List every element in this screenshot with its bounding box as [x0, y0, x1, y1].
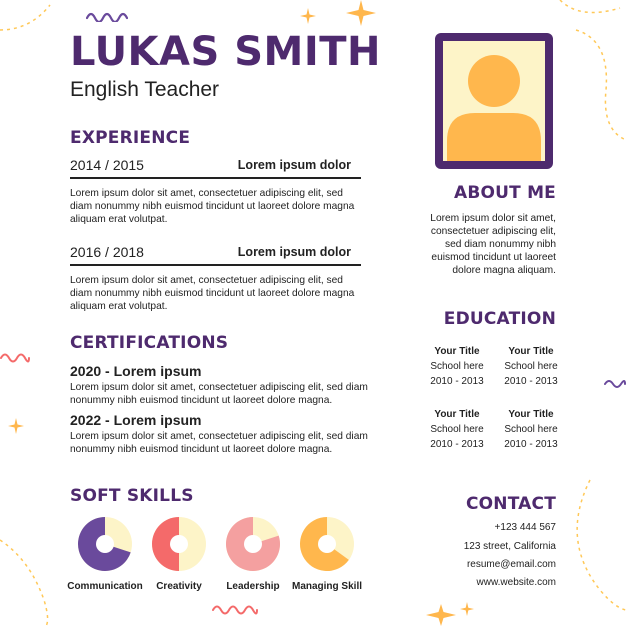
decorative-star-icon: [346, 0, 376, 26]
experience-entry-header: [70, 244, 361, 266]
experience-years: 2016 / 2018: [70, 244, 144, 260]
soft-skills-heading: SOFT SKILLS: [70, 486, 194, 506]
skill-label: Communication: [67, 581, 143, 592]
education-entry: [427, 407, 487, 452]
education-years: 2010 - 2013: [504, 376, 558, 387]
decorative-star-icon: [460, 602, 474, 616]
contact-phone: +123 444 567: [494, 522, 556, 533]
experience-heading: EXPERIENCE: [70, 128, 191, 148]
education-title: Your Title: [508, 409, 554, 420]
contact-address: 123 street, California: [463, 541, 556, 552]
education-heading: EDUCATION: [443, 309, 556, 329]
skill-label: Managing Skill: [291, 581, 362, 592]
education-years: 2010 - 2013: [430, 439, 484, 450]
education-entry: [427, 344, 487, 389]
education-title: Your Title: [434, 409, 480, 420]
experience-years: 2014 / 2015: [70, 157, 144, 173]
decorative-wave-icon: [0, 350, 30, 364]
decorative-wave-icon: [604, 378, 626, 390]
decorative-star-icon: [426, 604, 456, 626]
candidate-name: LUKAS SMITH: [70, 29, 381, 75]
skill-label: Creativity: [156, 581, 202, 592]
contact-heading: CONTACT: [465, 494, 556, 514]
education-school: School here: [504, 424, 558, 435]
certifications-heading: CERTIFICATIONS: [70, 333, 229, 353]
education-title: Your Title: [434, 346, 480, 357]
experience-entry-header: [70, 157, 361, 179]
contact-email[interactable]: resume@email.com: [466, 559, 556, 570]
job-title: English Teacher: [70, 78, 220, 101]
education-years: 2010 - 2013: [504, 439, 558, 450]
education-entry: [501, 407, 561, 452]
experience-description: Lorem ipsum dolor sit amet, consectetuer adipiscing elit, sed diam nonummy nibh euismod tincidunt ut laoreet dolore magna aliquam erat volutpat.: [70, 188, 355, 225]
education-school: School here: [430, 361, 484, 372]
education-school: School here: [430, 424, 484, 435]
profile-photo: [435, 33, 553, 169]
skill-donut: [279, 516, 375, 572]
skill-item: [279, 516, 375, 592]
avatar-icon: [443, 41, 545, 161]
contact-website[interactable]: www.website.com: [476, 577, 556, 588]
skill-label: Leadership: [226, 581, 280, 592]
decorative-star-icon: [8, 418, 24, 434]
education-title: Your Title: [508, 346, 554, 357]
experience-description: Lorem ipsum dolor sit amet, consectetuer adipiscing elit, sed diam nonummy nibh euismod tincidunt ut laoreet dolore magna aliquam erat volutpat.: [70, 275, 355, 312]
about-text: Lorem ipsum dolor sit amet, consectetuer adipiscing elit, sed diam nonummy nibh euismod tincidunt ut laoreet dolore magna aliquam.: [430, 213, 556, 276]
education-entry: [501, 344, 561, 389]
about-heading: ABOUT ME: [453, 183, 556, 203]
decorative-star-icon: [300, 8, 316, 24]
education-years: 2010 - 2013: [430, 376, 484, 387]
decorative-wave-icon: [212, 602, 258, 616]
education-school: School here: [504, 361, 558, 372]
certification-description: Lorem ipsum dolor sit amet, consectetuer adipiscing elit, sed diam nonummy nibh euismod tincidunt ut laoreet dolore magna.: [70, 382, 368, 406]
decorative-wave-icon: [86, 8, 128, 22]
soft-skills-list: [57, 516, 377, 596]
experience-role: Lorem ipsum dolor: [237, 245, 351, 259]
experience-role: Lorem ipsum dolor: [237, 158, 351, 172]
certification-description: Lorem ipsum dolor sit amet, consectetuer adipiscing elit, sed diam nonummy nibh euismod tincidunt ut laoreet dolore magna.: [70, 431, 368, 455]
certification-title: 2022 - Lorem ipsum: [70, 412, 202, 428]
certification-title: 2020 - Lorem ipsum: [70, 363, 202, 379]
